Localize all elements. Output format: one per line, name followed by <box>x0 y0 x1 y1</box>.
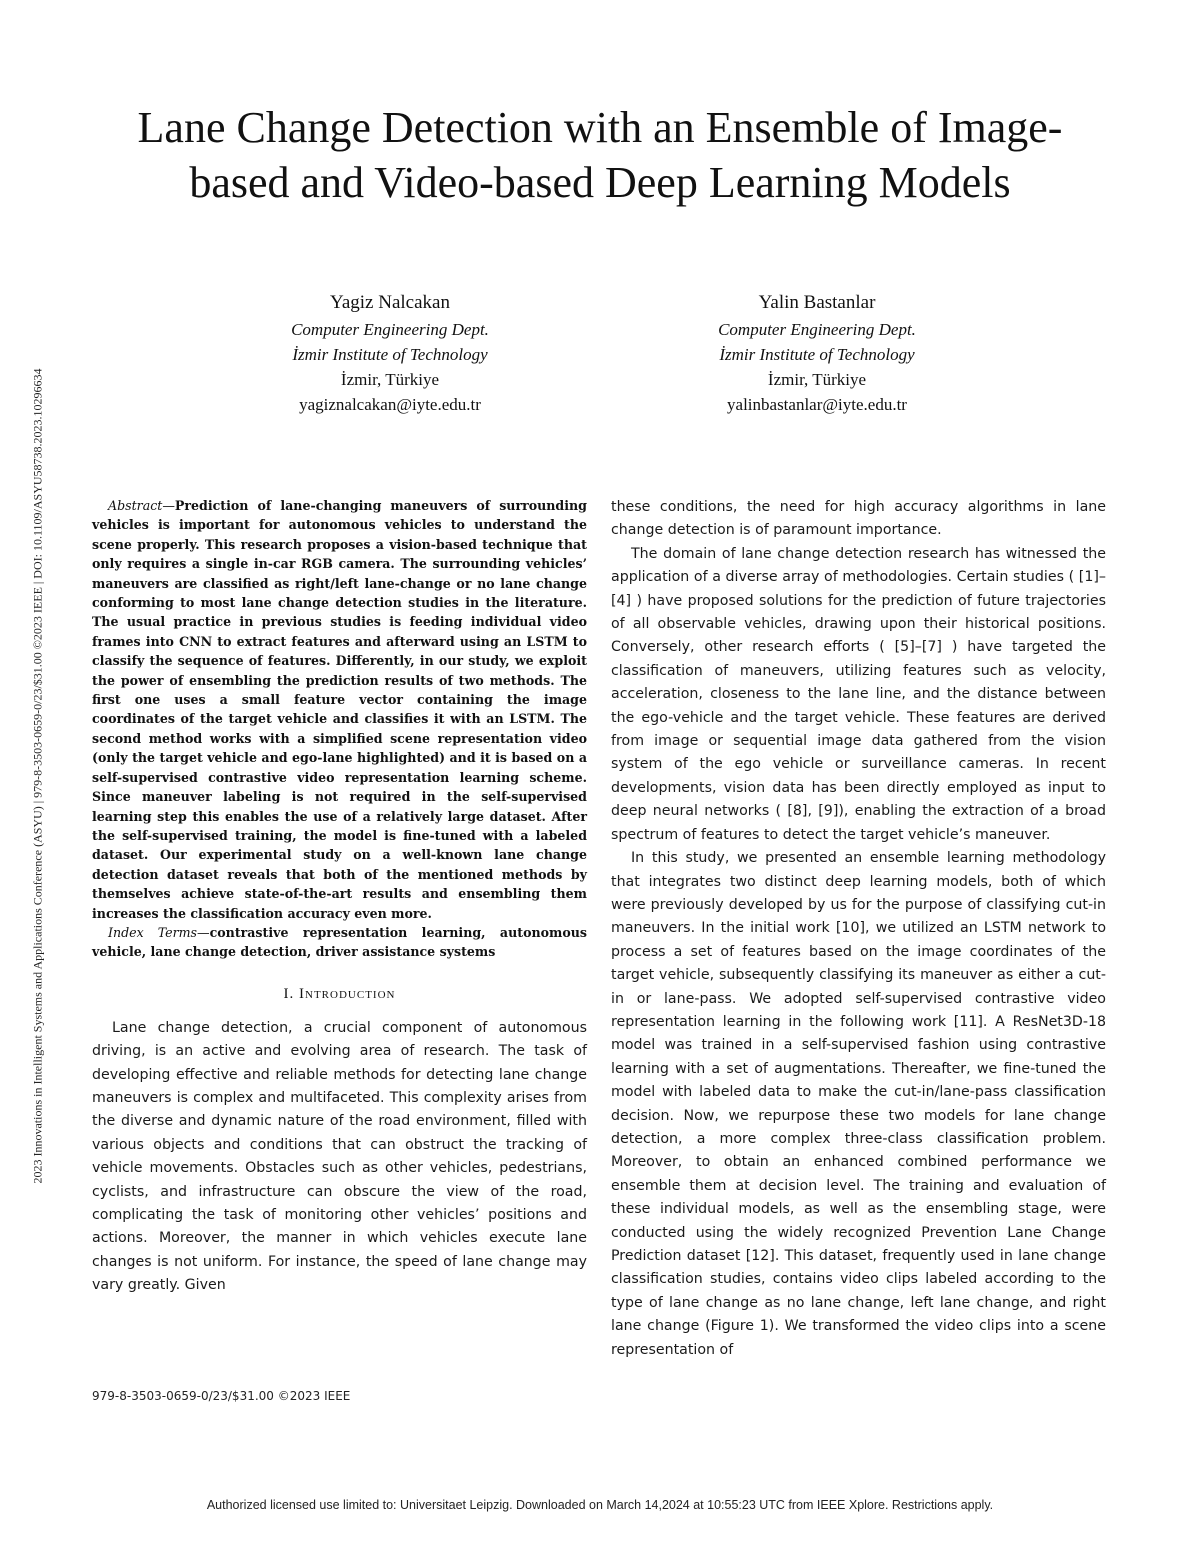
author-institute: İzmir Institute of Technology <box>719 345 915 364</box>
body-paragraph: The domain of lane change detection research has witnessed the application of a diverse array of methodologies. Certain studies ( [1]–[4] ) have proposed solutions for the prediction of future trajectories of all observable vehicles, drawing upon their historical positions. Conversely, other research efforts ( [5]–[7] ) have targeted the classification of maneuvers, utilizing features such as velocity, acceleration, closeness to the lane line, and the distance between the ego-vehicle and the target vehicle. These features are derived from image or sequential image data gathered from the vision system of the ego vehicle or surveillance cameras. In recent developments, vision data has been directly employed as input to deep neural networks ( [8], [9]), enabling the extraction of a broad spectrum of features to detect the target vehicle’s maneuver. <box>611 545 1106 843</box>
index-terms <box>92 923 587 962</box>
index-terms-label: Index Terms <box>108 924 197 940</box>
license-footer: Authorized licensed use limited to: Universitaet Leipzig. Downloaded on March 14,2024 at 10:55:23 UTC from IEEE Xplore. Restrictions apply. <box>206 1498 994 1512</box>
body-paragraph: In this study, we presented an ensemble learning methodology that integrates two distinct deep learning models, both of which were previously developed by us for the purpose of classifying cut-in maneuvers. In the initial work [10], we utilized an LSTM network to process a set of features based on the image coordinates of the target vehicle, subsequently classifying its maneuver as either a cut-in or lane-pass. We adopted self-supervised contrastive video representation learning in the following work [11]. A ResNet3D-18 model was trained in a self-supervised fashion using contrastive learning with a set of augmentations. Thereafter, we fine-tuned the model with labeled data to make the cut-in/lane-pass classification decision. Now, we repurpose these two models for lane change detection, a more complex three-class classification problem. Moreover, to obtain an enhanced combined performance we ensemble them at decision level. The training and evaluation of these individual models, as well as the ensembling stage, were conducted using the widely recognized Prevention Lane Change Prediction dataset [12]. This dataset, frequently used in lane change classification studies, contains video clips labeled according to the type of lane change as no lane change, left lane change, and right lane change (Figure 1). We transformed the video clips into a scene representation of <box>611 850 1106 1358</box>
author-email: yalinbastanlar@iyte.edu.tr <box>727 395 907 414</box>
author-block-2 <box>627 290 1007 417</box>
section-heading: I. Introduction <box>283 985 396 1002</box>
author-email: yagiznalcakan@iyte.edu.tr <box>299 395 481 414</box>
author-name: Yalin Bastanlar <box>758 292 876 313</box>
left-column <box>92 496 587 1298</box>
doi-sidebar: 2023 Innovations in Intelligent Systems and Applications Conference (ASYU) | 979-8-3503-0659-0/23/$31.00 ©2023 IEEE | DOI: 10.1109/ASYU58738.2023.10296634 <box>30 368 45 1184</box>
right-column <box>611 496 1106 1362</box>
abstract-dash: — <box>162 498 175 513</box>
abstract-label: Abstract <box>108 498 163 513</box>
author-dept: Computer Engineering Dept. <box>718 320 916 339</box>
author-institute: İzmir Institute of Technology <box>292 345 488 364</box>
author-dept: Computer Engineering Dept. <box>291 320 489 339</box>
author-location: İzmir, Türkiye <box>340 370 440 389</box>
author-location: İzmir, Türkiye <box>767 370 867 389</box>
body-paragraph: these conditions, the need for high accuracy algorithms in lane change detection is of paramount importance. <box>611 499 1106 539</box>
abstract <box>92 496 587 923</box>
author-name: Yagiz Nalcakan <box>330 292 450 313</box>
paper-title: Lane Change Detection with an Ensemble of Image-based and Video-based Deep Learning Models <box>137 103 1063 207</box>
index-terms-dash: — <box>197 924 210 940</box>
copyright-footnote: 979-8-3503-0659-0/23/$31.00 ©2023 IEEE <box>92 1389 351 1403</box>
index-terms-text: contrastive representation learning, autonomous vehicle, lane change detection, driver assistance systems <box>92 924 587 960</box>
author-block-1 <box>200 290 580 417</box>
abstract-text: Prediction of lane-changing maneuvers of surrounding vehicles is important for autonomous vehicles to understand the scene properly. This research proposes a vision-based technique that only requires a single in-car RGB camera. The surrounding vehicles’ maneuvers are classified as right/left lane-change or no lane change conforming to most lane change detection studies in the literature. The usual practice in previous studies is feeding individual video frames into CNN to extract features and afterward using an LSTM to classify the sequence of features. Differently, in our study, we exploit the power of ensembling the prediction results of two methods. The first one uses a small feature vector containing the image coordinates of the target vehicle and classifies it with an LSTM. The second method works with a simplified scene representation video (only the target vehicle and ego-lane highlighted) and it is based on a self-supervised contrastive video representation learning scheme. Since maneuver labeling is not required in the self-supervised learning step this enables the use of a relatively large dataset. After the self-supervised training, the model is fine-tuned with a labeled dataset. Our experimental study on a well-known lane change detection dataset reveals that both of the mentioned methods by themselves achieve state-of-the-art results and ensembling them increases the classification accuracy even more. <box>92 498 587 921</box>
intro-paragraph: Lane change detection, a crucial component of autonomous driving, is an active and evolving area of research. The task of developing effective and reliable methods for detecting lane change maneuvers is complex and multifaceted. This complexity arises from the diverse and dynamic nature of the road environment, filled with various objects and conditions that can obstruct the tracking of vehicle movements. Obstacles such as other vehicles, pedestrians, cyclists, and infrastructure can obscure the view of the road, complicating the task of monitoring other vehicles’ positions and actions. Moreover, the manner in which vehicles execute lane changes is not uniform. For instance, the speed of lane change may vary greatly. Given <box>92 1019 587 1294</box>
